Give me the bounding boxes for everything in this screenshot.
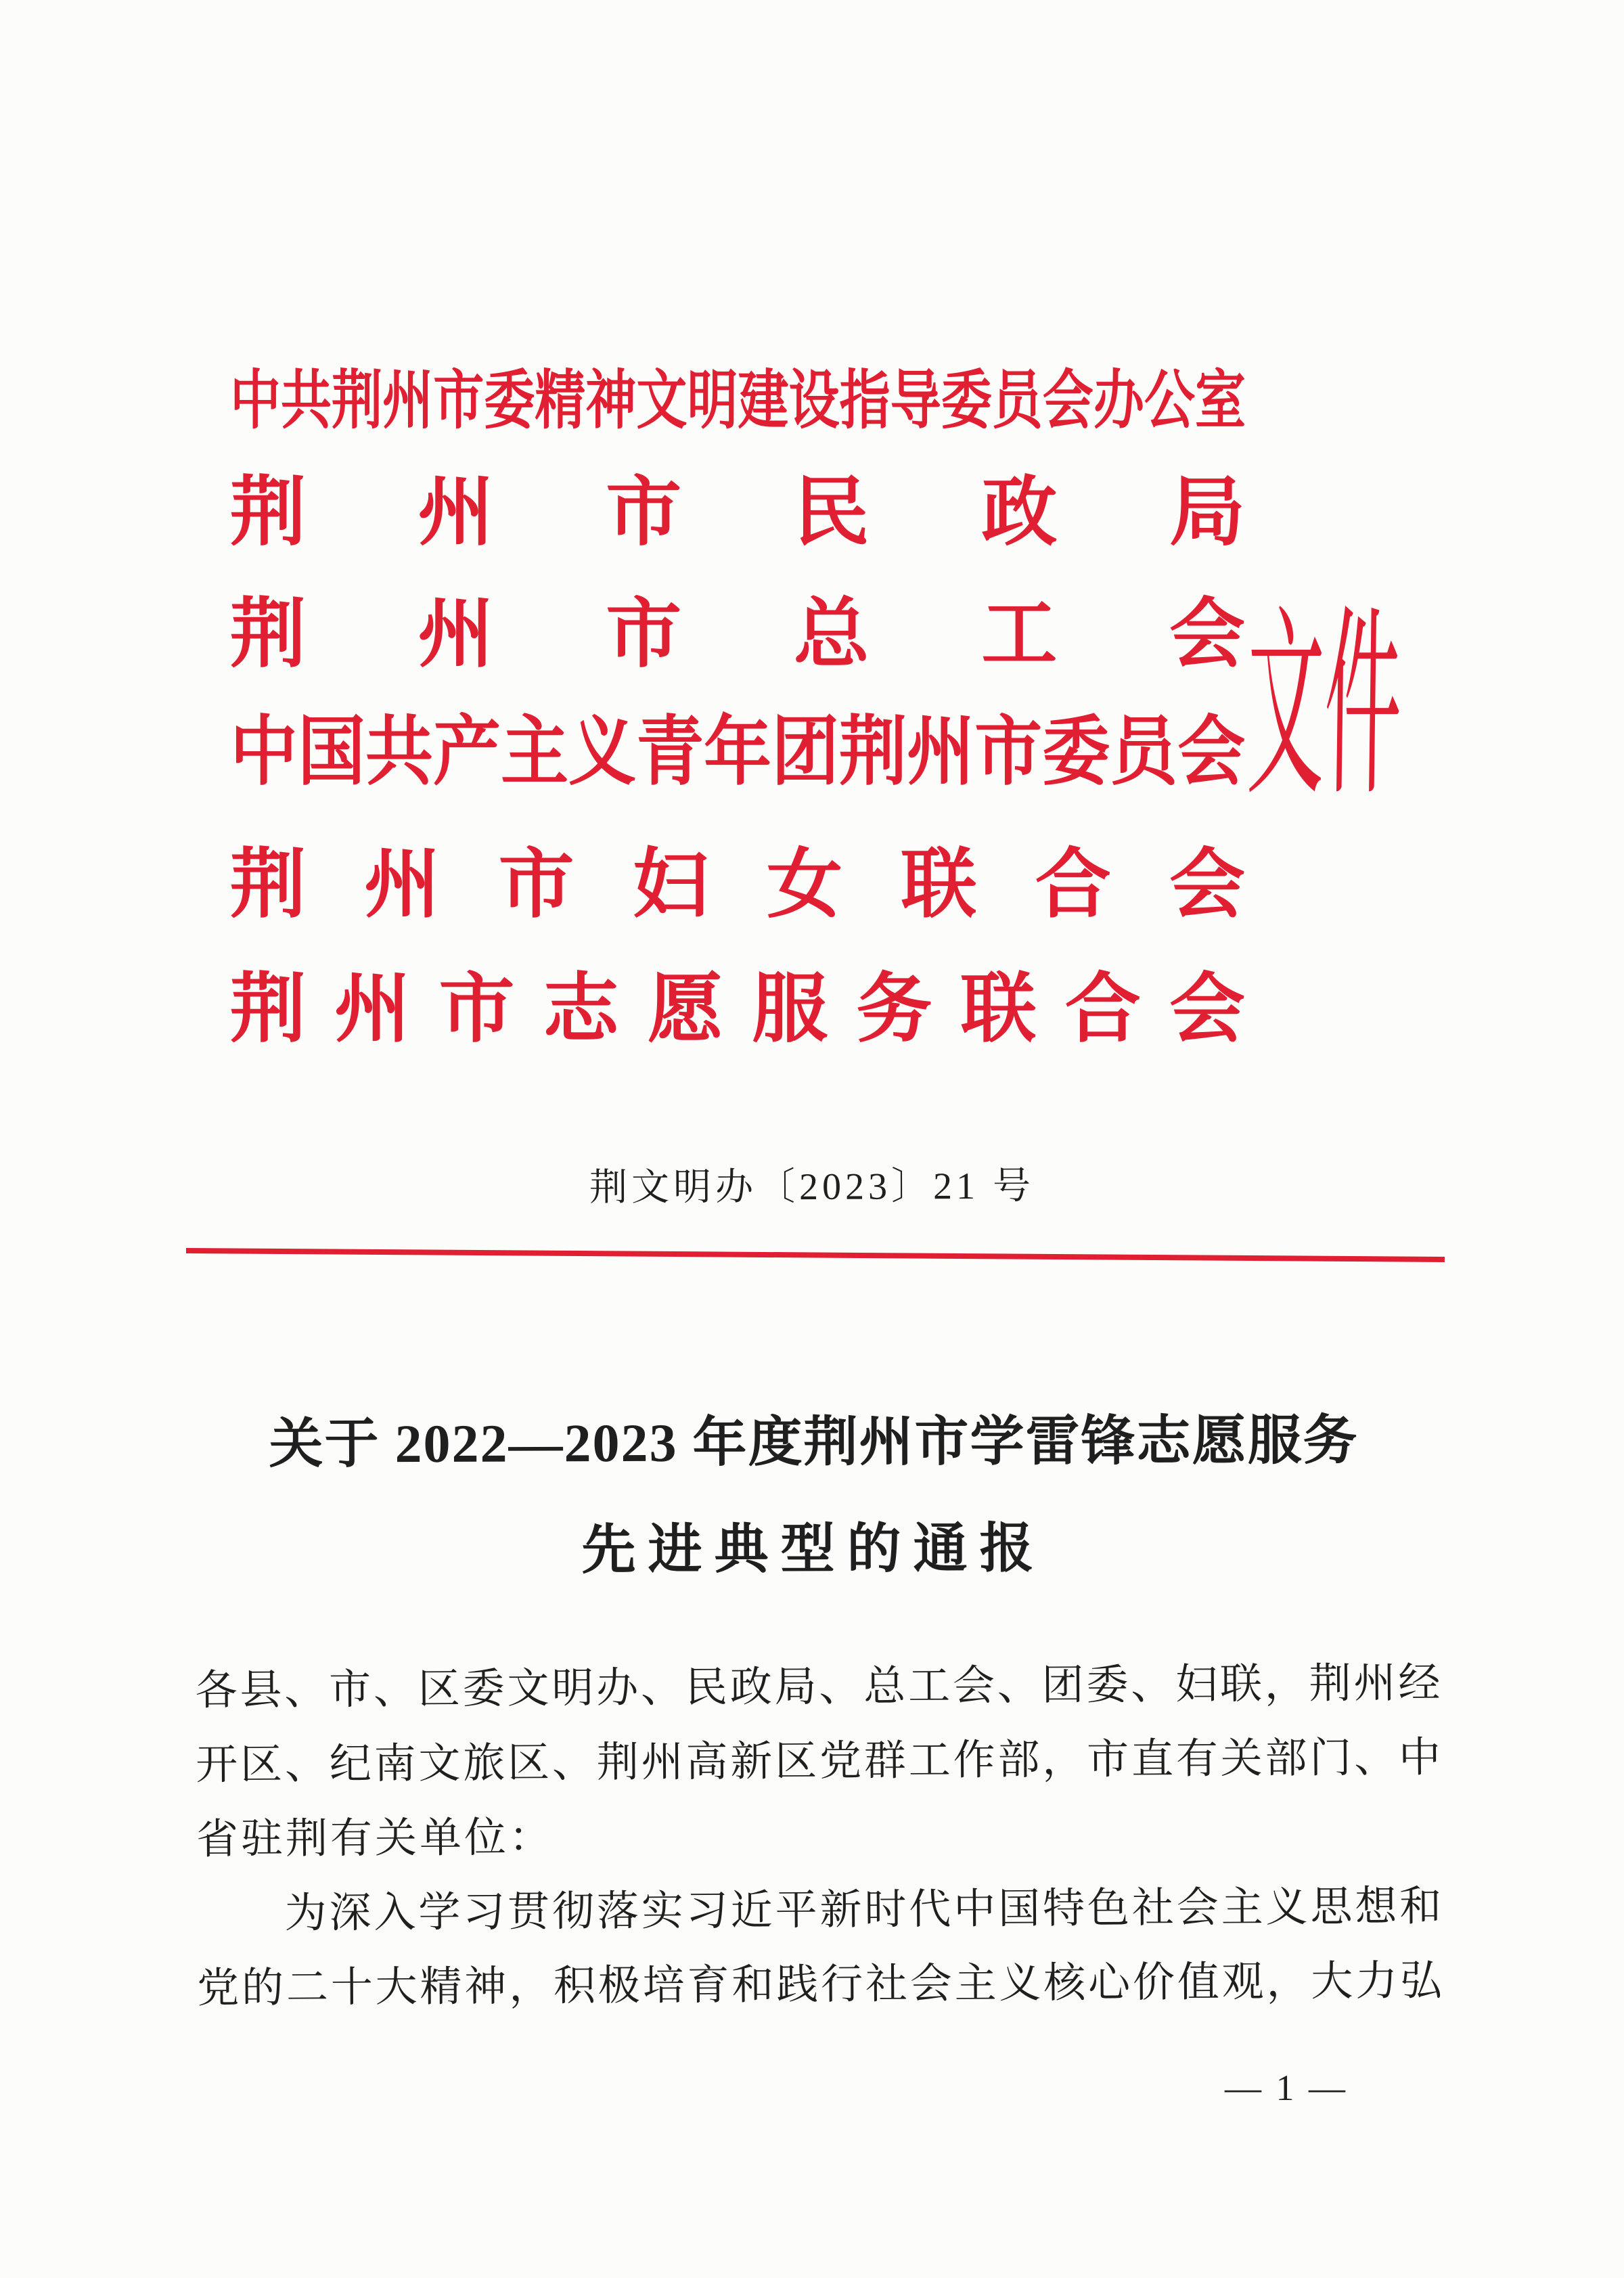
- char: 政: [981, 471, 1058, 555]
- char: 荆: [230, 593, 306, 677]
- char: 积: [553, 1963, 596, 2010]
- char: 中: [1398, 1735, 1441, 1781]
- char: 市: [328, 1667, 371, 1714]
- char: 和: [1399, 1883, 1442, 1930]
- char: 习: [685, 1888, 728, 1935]
- char: 文: [418, 1741, 461, 1787]
- char: 总: [793, 593, 870, 677]
- body-line-1: [195, 1662, 1440, 1712]
- char: 办: [595, 1665, 639, 1712]
- char: 总: [863, 1663, 906, 1710]
- char: 县: [240, 1667, 282, 1714]
- char: 党: [197, 1965, 240, 2012]
- char: 会: [1176, 1885, 1219, 1931]
- document-title-line-1: 关于 2022—2023 年度荆州市学雷锋志愿服务: [269, 1411, 1359, 1475]
- header-org-line-3: [230, 593, 1245, 677]
- char: 、: [997, 1663, 1040, 1710]
- char: 党: [819, 1738, 862, 1785]
- char: 、: [640, 1665, 683, 1712]
- char: 政: [729, 1664, 772, 1711]
- char: 门: [1309, 1735, 1352, 1782]
- char: 平: [775, 1888, 817, 1934]
- char: 落: [596, 1888, 639, 1936]
- body-line-4: [284, 1883, 1442, 1937]
- char: 和: [731, 1962, 774, 2009]
- char: 核: [1043, 1960, 1086, 2007]
- char: 神: [464, 1963, 507, 2011]
- char: 工: [907, 1663, 951, 1710]
- red-divider-line: [186, 1248, 1445, 1262]
- char: 区: [507, 1740, 550, 1787]
- body-line-3: 省驻荆有关单位：: [196, 1814, 554, 1863]
- header-org-line-4: 中国共产主义青年团荆州市委员会: [230, 711, 1246, 795]
- char: 局: [1169, 471, 1245, 555]
- char: 彻: [551, 1889, 595, 1936]
- char: 心: [1087, 1960, 1131, 2007]
- char: 二: [286, 1965, 329, 2011]
- char: 、: [1131, 1661, 1173, 1709]
- char: 弘: [1399, 1958, 1443, 2005]
- char: 十: [330, 1965, 374, 2011]
- char: 关: [1220, 1735, 1263, 1783]
- char: 新: [819, 1887, 862, 1934]
- char: 行: [820, 1961, 863, 2008]
- char: 市: [606, 593, 682, 677]
- char: 州: [418, 471, 494, 555]
- document-body: [195, 1662, 1442, 2022]
- char: 的: [241, 1965, 284, 2012]
- char: 群: [863, 1738, 907, 1785]
- char: ，: [508, 1963, 551, 2010]
- char: 践: [776, 1962, 819, 2009]
- char: 社: [865, 1961, 908, 2008]
- char: 各: [195, 1668, 238, 1714]
- char: 大: [375, 1964, 418, 2011]
- body-line-2: [196, 1735, 1441, 1789]
- char: 服: [752, 968, 828, 1052]
- char: 市: [498, 843, 574, 927]
- char: 义: [999, 1960, 1041, 2007]
- char: 时: [864, 1887, 907, 1934]
- char: 想: [1355, 1883, 1397, 1931]
- char: 、: [284, 1667, 327, 1714]
- char: 联: [960, 968, 1037, 1052]
- char: 荆: [230, 843, 306, 927]
- char: 荆: [596, 1739, 639, 1787]
- char: 委: [462, 1666, 505, 1713]
- char: 、: [1353, 1735, 1397, 1782]
- char: 纪: [329, 1741, 372, 1788]
- char: 志: [543, 968, 619, 1052]
- char: 部: [997, 1737, 1040, 1784]
- char: 近: [730, 1888, 773, 1934]
- char: 务: [856, 968, 932, 1052]
- char: 、: [373, 1666, 416, 1714]
- char: 局: [774, 1664, 817, 1711]
- char: 荆: [1309, 1661, 1351, 1707]
- char: 主: [954, 1961, 997, 2007]
- char: 特: [1042, 1885, 1085, 1932]
- char: 新: [730, 1739, 773, 1785]
- char: 合: [1035, 843, 1111, 927]
- char: 国: [997, 1886, 1041, 1933]
- char: 义: [1265, 1884, 1308, 1931]
- char: 会: [1169, 843, 1245, 927]
- char: 作: [953, 1737, 995, 1784]
- char: 区: [775, 1739, 817, 1785]
- char: 州: [334, 968, 411, 1052]
- char: 妇: [1175, 1661, 1218, 1708]
- char: 旅: [463, 1740, 505, 1787]
- char: 贯: [507, 1889, 550, 1936]
- char: 会: [1169, 968, 1245, 1052]
- char: 开: [196, 1742, 238, 1789]
- char: 、: [819, 1663, 861, 1710]
- char: ，: [1264, 1661, 1307, 1707]
- char: ，: [1042, 1737, 1085, 1783]
- header-org-line-2: [230, 471, 1245, 555]
- char: 实: [641, 1888, 684, 1935]
- char: 荆: [230, 968, 306, 1052]
- char: 有: [1175, 1736, 1219, 1783]
- char: 育: [687, 1962, 729, 2009]
- char: 会: [1169, 593, 1245, 677]
- char: 学: [418, 1890, 461, 1936]
- header-org-line-5: [230, 843, 1245, 927]
- char: 价: [1132, 1959, 1175, 2007]
- document-mark: 文件: [1245, 595, 1403, 820]
- char: 会: [952, 1663, 995, 1710]
- char: 市: [606, 471, 682, 555]
- char: 州: [1353, 1660, 1396, 1707]
- char: 主: [1221, 1884, 1263, 1931]
- doc-number: 荆文明办〔2023〕21 号: [589, 1165, 1035, 1209]
- char: 女: [767, 843, 843, 927]
- char: 联: [1219, 1661, 1263, 1708]
- char: 为: [284, 1890, 327, 1937]
- char: 明: [551, 1666, 594, 1712]
- char: 民: [685, 1664, 728, 1712]
- body-line-5: [197, 1958, 1443, 2012]
- char: 市: [438, 968, 515, 1052]
- char: 工: [908, 1737, 951, 1785]
- char: 委: [1086, 1662, 1129, 1709]
- char: 联: [901, 843, 977, 927]
- char: 工: [981, 593, 1058, 677]
- char: 习: [463, 1889, 505, 1936]
- document-title-line-2: 先进典型的通报: [581, 1519, 1046, 1581]
- char: 合: [1064, 968, 1141, 1052]
- char: 经: [1398, 1660, 1441, 1707]
- char: 、: [551, 1740, 595, 1787]
- char: 荆: [230, 471, 306, 555]
- char: 入: [374, 1890, 416, 1937]
- char: 直: [1131, 1736, 1174, 1783]
- char: 团: [1041, 1662, 1084, 1709]
- char: 中: [953, 1886, 996, 1933]
- char: 色: [1087, 1885, 1130, 1932]
- char: 州: [364, 843, 441, 927]
- char: 代: [909, 1886, 951, 1934]
- char: 、: [284, 1741, 328, 1788]
- char: 社: [1131, 1885, 1175, 1932]
- char: 妇: [632, 843, 708, 927]
- page-number: — 1 —: [1225, 2068, 1348, 2108]
- char: 极: [597, 1963, 641, 2009]
- char: 会: [909, 1961, 953, 2008]
- char: 文: [507, 1666, 549, 1712]
- char: 值: [1177, 1959, 1220, 2006]
- char: 力: [1355, 1958, 1398, 2005]
- char: ，: [1266, 1959, 1309, 2005]
- header-org-line-1: 中共荆州市委精神文明建设指导委员会办公室: [230, 365, 1246, 437]
- char: 市: [1086, 1737, 1129, 1783]
- char: 部: [1265, 1735, 1307, 1782]
- char: 愿: [647, 968, 723, 1052]
- char: 观: [1221, 1959, 1264, 2006]
- char: 区: [240, 1741, 283, 1789]
- char: 深: [329, 1890, 371, 1937]
- char: 南: [374, 1741, 416, 1788]
- char: 州: [641, 1739, 683, 1786]
- char: 区: [418, 1666, 461, 1713]
- char: 高: [685, 1739, 728, 1786]
- char: 州: [418, 593, 494, 677]
- char: 民: [793, 471, 870, 555]
- char: 培: [642, 1963, 685, 2009]
- char: 思: [1310, 1884, 1353, 1931]
- char: 大: [1311, 1959, 1353, 2005]
- header-org-line-6: [230, 968, 1245, 1052]
- char: 精: [420, 1964, 462, 2011]
